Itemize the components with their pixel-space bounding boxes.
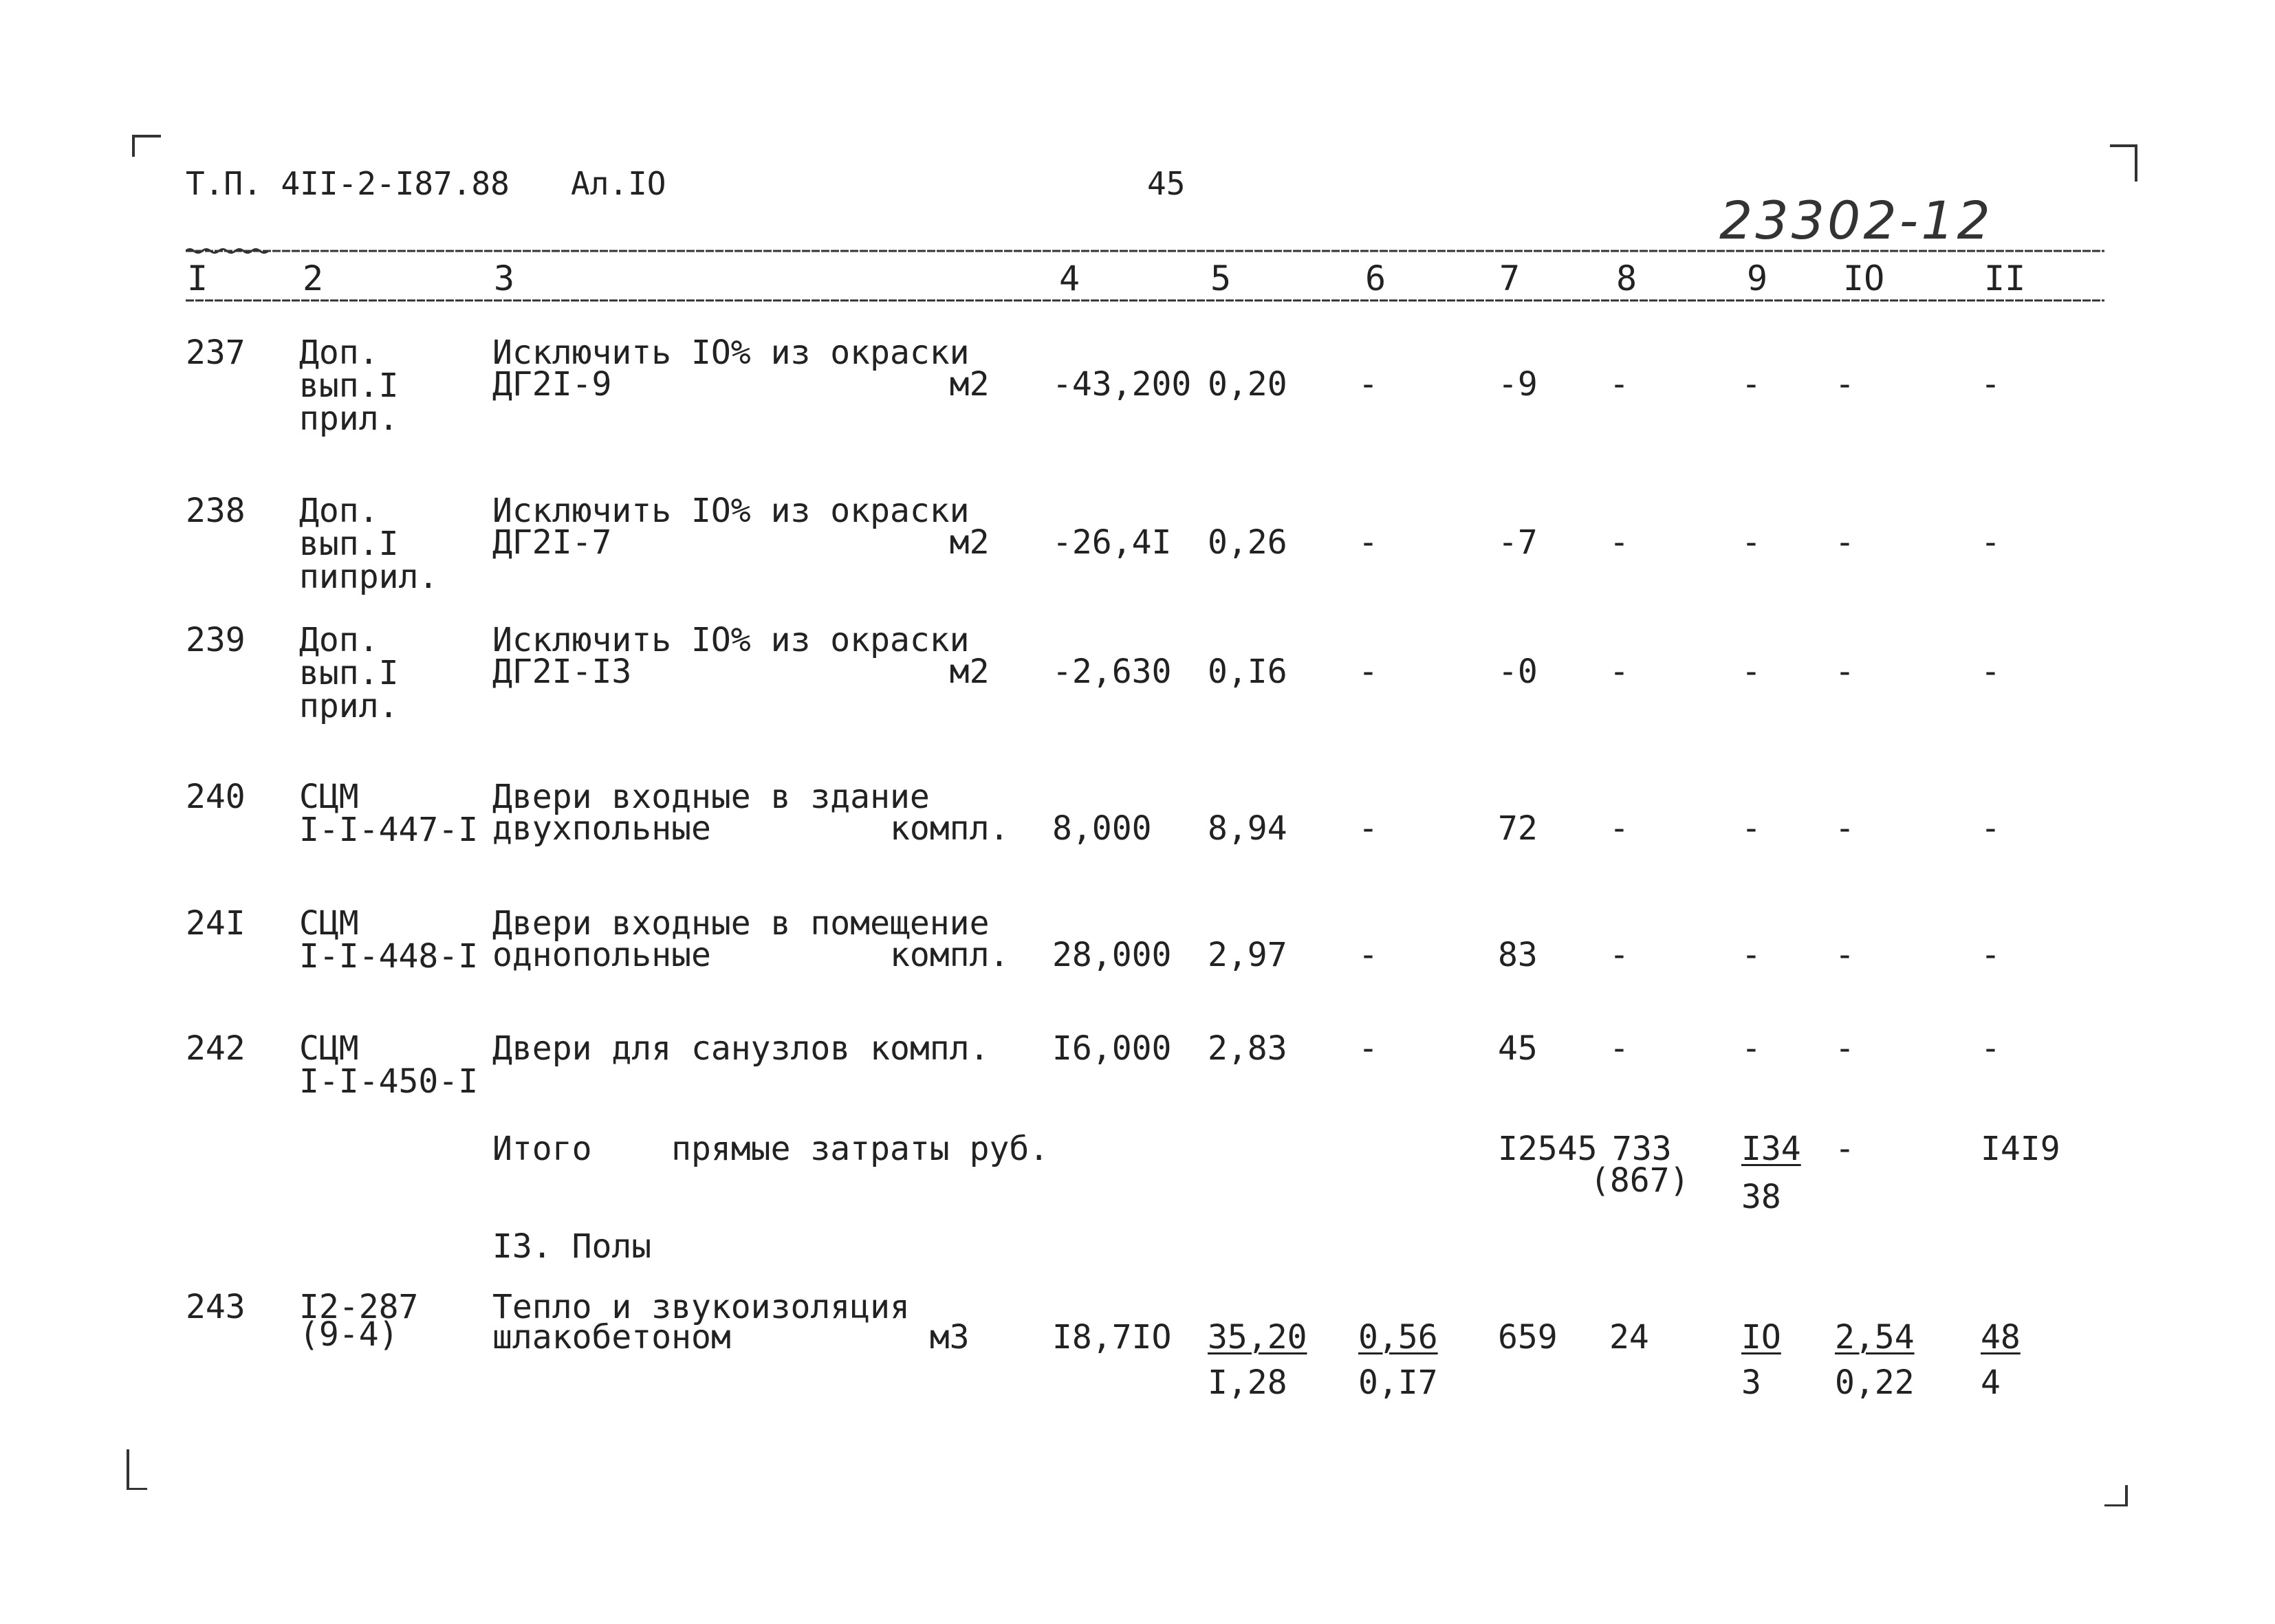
total-cost: -7 (1498, 523, 1538, 562)
col-6-value: - (1358, 1029, 1378, 1068)
col-10-value: - (1835, 1029, 1855, 1068)
col-9-value: - (1741, 365, 1761, 404)
quantity: -43,200 (1052, 365, 1192, 404)
col-11-value: - (1981, 809, 2001, 848)
row-code-line: I-I-447-I (299, 811, 479, 849)
col-10-value: - (1835, 936, 1855, 974)
row-number: 238 (186, 492, 246, 530)
row-description-line: Двери входные в здание (492, 778, 930, 816)
quantity: I8,7IO (1052, 1318, 1172, 1357)
total-label: Итого прямые затраты руб. (492, 1130, 1049, 1168)
row-code-line: вып.I (299, 525, 399, 563)
row-code-line: Доп. (299, 492, 379, 530)
column-number-9: 9 (1747, 259, 1768, 298)
row-code-line: вып.I (299, 654, 399, 692)
col-11-bottom: 4 (1981, 1363, 2001, 1402)
column-number-5: 5 (1210, 259, 1232, 298)
column-number-6: 6 (1365, 259, 1386, 298)
row-code-line: Доп. (299, 333, 379, 372)
total-col-8-bottom: (867) (1590, 1161, 1690, 1200)
col-8-value: - (1609, 809, 1629, 848)
row-code-line: СЦМ (299, 904, 359, 943)
row-description-line: Исключить IO% из окраски (492, 492, 970, 530)
row-number: 242 (186, 1029, 246, 1068)
row-code-line: I-I-448-I (299, 937, 479, 976)
row-description-line: ДГ2I-7 м2 (492, 523, 990, 562)
total-cost: -9 (1498, 365, 1538, 404)
col-10-top: 2,54 (1835, 1318, 1915, 1357)
total-col-10: - (1835, 1130, 1855, 1168)
col-10-value: - (1835, 809, 1855, 848)
col-10-value: - (1835, 652, 1855, 691)
column-number-2: 2 (303, 259, 324, 298)
col-11-top: 48 (1981, 1318, 2021, 1357)
column-number-4: 4 (1059, 259, 1080, 298)
col-10-value: - (1835, 523, 1855, 562)
header-rule-top (186, 248, 2104, 254)
row-code-line: пиприл. (299, 558, 439, 596)
col-11-value: - (1981, 365, 2001, 404)
row-number: 240 (186, 778, 246, 816)
col-6-top: 0,56 (1358, 1318, 1438, 1357)
row-code-line: Доп. (299, 621, 379, 659)
row-description-line: ДГ2I-I3 м2 (492, 652, 990, 691)
col-8-value: - (1609, 936, 1629, 974)
column-number-11: II (1984, 259, 2026, 298)
unit-price: 0,26 (1208, 523, 1287, 562)
quantity: -2,630 (1052, 652, 1172, 691)
total-col-7: I2545 (1498, 1130, 1598, 1168)
col-8-value: - (1609, 523, 1629, 562)
column-number-3: 3 (494, 259, 515, 298)
crop-mark-bottom-left (127, 1449, 147, 1490)
row-description-line: Двери для санузлов компл. (492, 1029, 990, 1068)
col-9-value: - (1741, 809, 1761, 848)
column-number-8: 8 (1616, 259, 1637, 298)
col-11-value: - (1981, 523, 2001, 562)
column-number-7: 7 (1499, 259, 1521, 298)
column-number-1: I (187, 259, 208, 298)
unit-price-bottom: I,28 (1208, 1363, 1287, 1402)
row-number: 24I (186, 904, 246, 943)
col-9-value: - (1741, 523, 1761, 562)
row-code-line: прил. (299, 399, 399, 438)
unit-price: 8,94 (1208, 809, 1287, 848)
col-11-value: - (1981, 1029, 2001, 1068)
col-6-value: - (1358, 936, 1378, 974)
col-10-value: - (1835, 365, 1855, 404)
row-code-line: I-I-450-I (299, 1062, 479, 1101)
row-description-line: Исключить IO% из окраски (492, 333, 970, 372)
row-number: 239 (186, 621, 246, 659)
row-code-line: I2-287 (299, 1288, 419, 1326)
crop-mark-top-right (2110, 144, 2137, 182)
col-8-value: - (1609, 652, 1629, 691)
quantity: I6,000 (1052, 1029, 1172, 1068)
quantity: 8,000 (1052, 809, 1152, 848)
col-11-value: - (1981, 652, 2001, 691)
column-number-10: IO (1843, 259, 1885, 298)
col-9-bottom: 3 (1741, 1363, 1761, 1402)
total-col-9-top: I34 (1741, 1130, 1801, 1168)
section-title: I3. Полы (492, 1227, 652, 1266)
unit-price: 2,83 (1208, 1029, 1287, 1068)
row-description-line: шлакобетоном м3 (492, 1318, 970, 1357)
unit-price: 0,20 (1208, 365, 1287, 404)
total-col-8-top: 733 (1612, 1130, 1672, 1168)
quantity: 28,000 (1052, 936, 1172, 974)
row-code-line: СЦМ (299, 1029, 359, 1068)
row-description-line: двухпольные компл. (492, 809, 1010, 848)
total-col-9-bottom: 38 (1741, 1178, 1781, 1216)
row-description-line: ДГ2I-9 м2 (492, 365, 990, 404)
row-code-line: вып.I (299, 366, 399, 405)
unit-price-top: 35,20 (1208, 1318, 1307, 1357)
unit-price: 0,I6 (1208, 652, 1287, 691)
header-rule-bottom (186, 297, 2104, 304)
total-cost: -0 (1498, 652, 1538, 691)
unit-price: 2,97 (1208, 936, 1287, 974)
row-code-line: прил. (299, 687, 399, 725)
col-11-value: - (1981, 936, 2001, 974)
total-cost: 83 (1498, 936, 1538, 974)
col-6-value: - (1358, 652, 1378, 691)
document-code: Т.П. 4II-2-I87.88 (186, 165, 510, 202)
col-6-bottom: 0,I7 (1358, 1363, 1438, 1402)
row-description-line: Тепло и звукоизоляция (492, 1288, 910, 1326)
sheet-label: Ал.IO (571, 165, 666, 202)
col-9-top: IO (1741, 1318, 1781, 1357)
total-cost: 45 (1498, 1029, 1538, 1068)
col-9-value: - (1741, 1029, 1761, 1068)
row-description-line: Исключить IO% из окраски (492, 621, 970, 659)
crop-mark-top-left (132, 135, 161, 157)
total-col-11: I4I9 (1981, 1130, 2060, 1168)
total-cost: 659 (1498, 1318, 1558, 1357)
col-8-value: 24 (1609, 1318, 1649, 1357)
col-6-value: - (1358, 809, 1378, 848)
col-6-value: - (1358, 523, 1378, 562)
col-6-value: - (1358, 365, 1378, 404)
row-code-line: (9-4) (299, 1315, 399, 1354)
total-cost: 72 (1498, 809, 1538, 848)
col-10-bottom: 0,22 (1835, 1363, 1915, 1402)
row-number: 237 (186, 333, 246, 372)
row-description-line: однопольные компл. (492, 936, 1010, 974)
col-8-value: - (1609, 365, 1629, 404)
row-description-line: Двери входные в помещение (492, 904, 990, 943)
col-9-value: - (1741, 936, 1761, 974)
col-8-value: - (1609, 1029, 1629, 1068)
quantity: -26,4I (1052, 523, 1172, 562)
crop-mark-bottom-right (2104, 1485, 2128, 1506)
page-number: 45 (1147, 165, 1186, 202)
handwritten-number: 23302-12 (1719, 190, 1993, 251)
col-9-value: - (1741, 652, 1761, 691)
row-number: 243 (186, 1288, 246, 1326)
row-code-line: СЦМ (299, 778, 359, 816)
